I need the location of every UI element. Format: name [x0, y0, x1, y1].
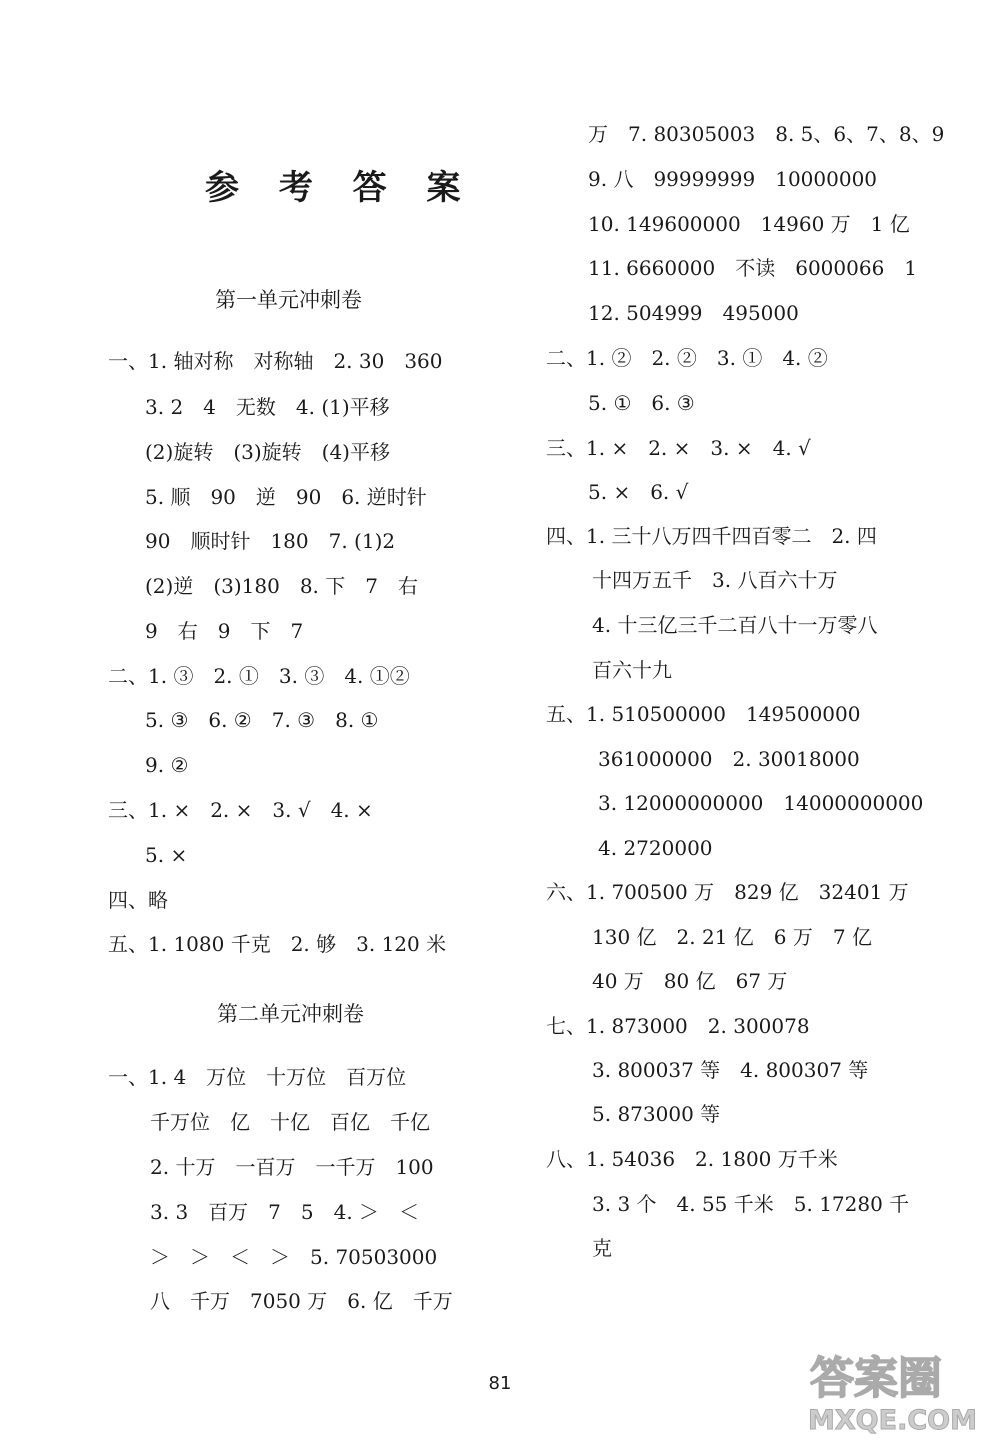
answer-line: 七、1. 873000 2. 300078	[546, 1014, 810, 1038]
answer-line: 11. 6660000 不读 6000066 1	[588, 256, 918, 280]
answer-line: 5. × 6. √	[588, 480, 689, 504]
answer-line: 八、1. 54036 2. 1800 万千米	[546, 1147, 838, 1171]
answer-line: 三、1. × 2. × 3. √ 4. ×	[108, 798, 373, 822]
answer-line: 5. 顺 90 逆 90 6. 逆时针	[145, 485, 427, 509]
answer-line: 4. 2720000	[598, 836, 713, 860]
watermark-logo	[800, 1335, 990, 1435]
page-title: 参 考 答 案	[205, 168, 475, 208]
page-number: 81	[488, 1373, 512, 1394]
section1-heading: 第一单元冲刺卷	[215, 288, 362, 312]
answer-line: 克	[592, 1236, 612, 1260]
answer-line: (2)逆 (3)180 8. 下 7 右	[145, 574, 418, 598]
answer-line: 5. ×	[145, 843, 188, 867]
answer-line: 二、1. ③ 2. ① 3. ③ 4. ①②	[108, 664, 410, 688]
answer-line: 千万位 亿 十亿 百亿 千亿	[150, 1110, 430, 1134]
answer-line: 130 亿 2. 21 亿 6 万 7 亿	[592, 925, 872, 949]
section2-heading: 第二单元冲刺卷	[217, 1002, 364, 1026]
answer-line: 9. ②	[145, 753, 189, 777]
answer-line: 12. 504999 495000	[588, 301, 799, 325]
answer-line: 3. 3 百万 7 5 4. ＞ ＜	[150, 1200, 420, 1224]
answer-line: 十四万五千 3. 八百六十万	[592, 568, 838, 592]
answer-line: 40 万 80 亿 67 万	[592, 969, 788, 993]
answer-line: 二、1. ② 2. ② 3. ① 4. ②	[546, 346, 828, 370]
answer-line: 五、1. 510500000 149500000	[546, 702, 861, 726]
answer-line: 5. ③ 6. ② 7. ③ 8. ①	[145, 708, 379, 732]
answer-line: 361000000 2. 30018000	[598, 747, 860, 771]
answer-line: 9 右 9 下 7	[145, 619, 304, 643]
answer-line: 3. 2 4 无数 4. (1)平移	[145, 395, 390, 419]
answer-line: 90 顺时针 180 7. (1)2	[145, 529, 396, 553]
answer-line: 八 千万 7050 万 6. 亿 千万	[150, 1289, 453, 1313]
answer-line: 万 7. 80305003 8. 5、6、7、8、9	[588, 122, 945, 146]
answer-line: ＞ ＞ ＜ ＞ 5. 70503000	[150, 1245, 438, 1269]
answer-line: 3. 800037 等 4. 800307 等	[592, 1058, 869, 1082]
answer-line: 一、1. 轴对称 对称轴 2. 30 360	[108, 349, 443, 373]
answer-line: 5. ① 6. ③	[588, 391, 695, 415]
answer-line: 百六十九	[592, 658, 672, 682]
answer-line: 2. 十万 一百万 一千万 100	[150, 1155, 434, 1179]
answer-line: 三、1. × 2. × 3. × 4. √	[546, 436, 811, 460]
answer-line: 5. 873000 等	[592, 1102, 721, 1126]
answer-line: 4. 十三亿三千二百八十一万零八	[592, 613, 878, 637]
answer-line: 3. 12000000000 14000000000	[598, 791, 924, 815]
answer-line: 五、1. 1080 千克 2. 够 3. 120 米	[108, 932, 447, 956]
answer-line: 9. 八 99999999 10000000	[588, 167, 878, 191]
answer-line: 一、1. 4 万位 十万位 百万位	[108, 1065, 407, 1089]
answer-line: 四、1. 三十八万四千四百零二 2. 四	[546, 524, 877, 548]
watermark-url: MXQE.COM	[808, 1405, 977, 1435]
answer-line: (2)旋转 (3)旋转 (4)平移	[145, 440, 390, 464]
answer-line: 六、1. 700500 万 829 亿 32401 万	[546, 880, 909, 904]
answer-line: 四、略	[108, 888, 168, 912]
answer-line: 10. 149600000 14960 万 1 亿	[588, 212, 910, 236]
watermark-brand: 答案圈	[810, 1353, 942, 1404]
answer-line: 3. 3 个 4. 55 千米 5. 17280 千	[592, 1192, 910, 1216]
